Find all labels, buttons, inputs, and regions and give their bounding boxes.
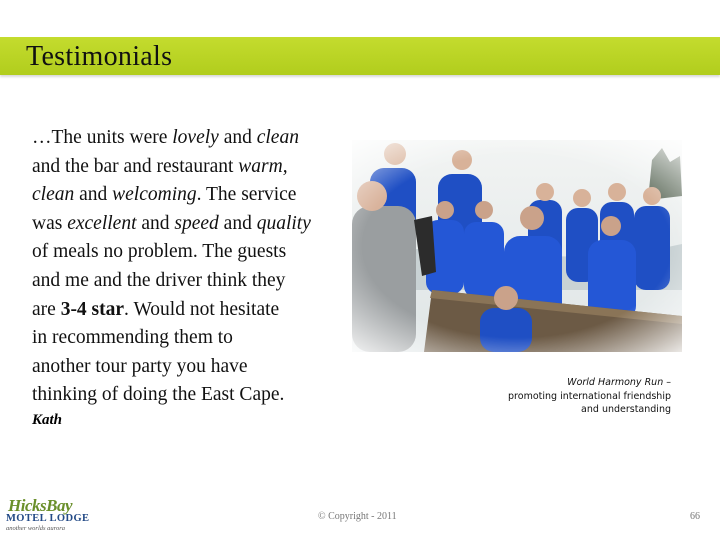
quote-emphasis: quality [256, 212, 311, 234]
group-photo-illustration [352, 140, 682, 352]
quote-line: in recommending them to [32, 327, 233, 349]
logo-script: HicksBay [8, 496, 72, 515]
title-bar [0, 37, 720, 75]
photo-caption [451, 376, 671, 417]
page-number: 66 [690, 511, 700, 522]
quote-line [32, 210, 332, 239]
quote-line [32, 181, 332, 210]
caption-line [451, 376, 671, 390]
testimonial-quote [32, 124, 332, 410]
logo-wordmark: MOTEL LODGE [6, 513, 90, 524]
quote-emphasis: warm, [238, 155, 288, 177]
quote-emphasis: speed [174, 212, 219, 234]
quote-text: . Would not hesitate [124, 298, 280, 320]
caption-line: promoting international friendship [508, 390, 671, 402]
quote-emphasis: welcoming [112, 184, 197, 206]
caption-dash: – [663, 377, 671, 388]
quote-emphasis: clean [256, 127, 299, 148]
quote-text: and [136, 212, 175, 234]
logo-tagline: another worlds aurora [6, 525, 65, 532]
quote-line [32, 153, 332, 182]
quote-line: thinking of doing the East Cape. [32, 384, 285, 406]
quote-text: and [218, 212, 257, 234]
copyright-notice: © Copyright - 2011 [318, 511, 397, 522]
quote-emphasis: clean [32, 184, 75, 206]
quote-text: and [218, 127, 257, 148]
quote-text: and [74, 184, 113, 206]
quote-line [32, 124, 332, 153]
quote-emphasis: lovely [172, 127, 219, 148]
quote-line: and me and the driver think they [32, 269, 286, 291]
motel-logo [6, 496, 94, 532]
star-rating-text: 3-4 star [60, 298, 125, 320]
quote-text: …The units were [32, 127, 173, 148]
slide-title: Testimonials [26, 41, 173, 72]
quote-line [32, 296, 332, 325]
group-photo [352, 140, 682, 352]
quote-text: and the bar and restaurant [32, 155, 239, 177]
quote-text: . The service [196, 184, 297, 206]
quote-line: of meals no problem. The guests [32, 241, 287, 263]
quote-author: Kath [32, 412, 63, 428]
caption-title: World Harmony Run [567, 377, 664, 388]
quote-emphasis: excellent [67, 212, 137, 234]
quote-text: was [32, 212, 68, 234]
quote-text: are [32, 298, 61, 320]
quote-line: another tour party you have [32, 355, 248, 377]
caption-line: and understanding [581, 404, 671, 415]
